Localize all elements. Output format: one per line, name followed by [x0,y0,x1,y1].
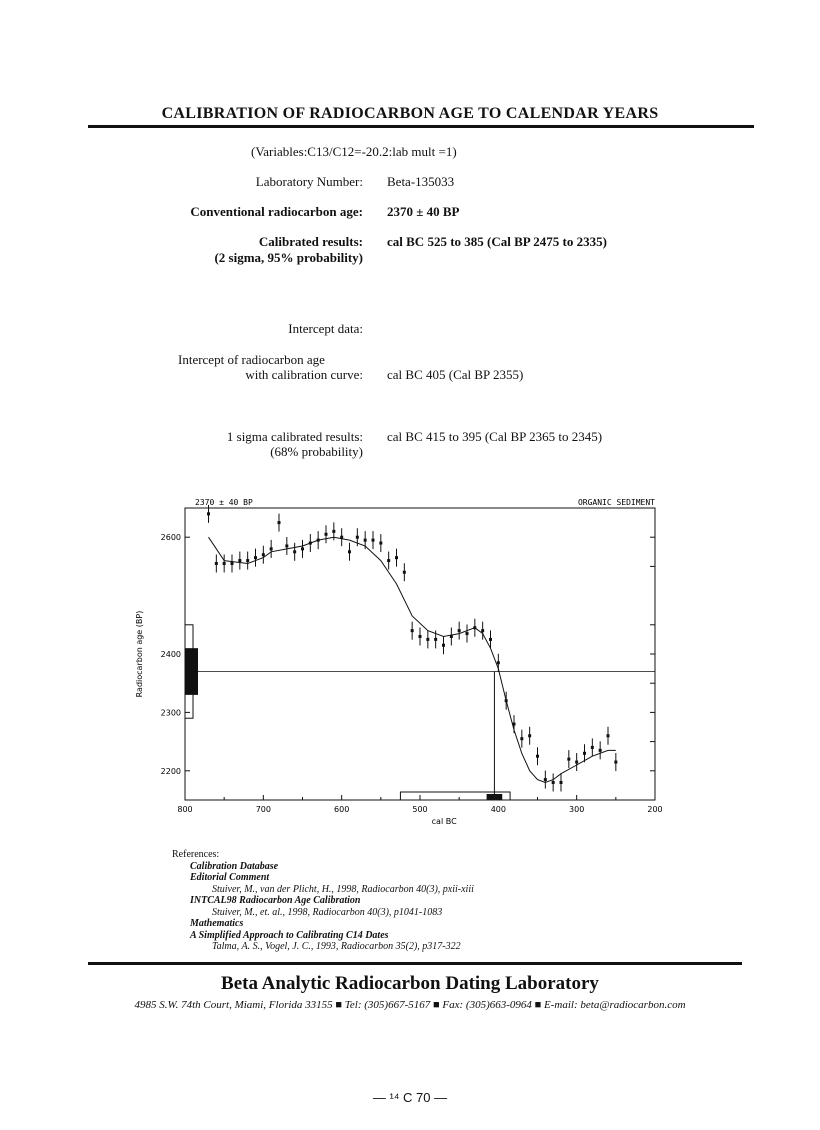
x-tick-label: 500 [412,805,428,814]
intercept-of-label-1: Intercept of radiocarbon age [178,352,325,367]
measurement-point [614,761,617,764]
page-title: CALIBRATION OF RADIOCARBON AGE TO CALENDAR YEARS [161,105,659,122]
measurement-point [513,723,516,726]
measurement-point [419,635,422,638]
variables-text: (Variables:C13/C12=-20.2:lab mult =1) [251,144,457,159]
conv-age-value: 2370 ± 40 BP [387,204,460,219]
measurement-point [309,542,312,545]
measurement-point [238,559,241,562]
measurement-point [356,536,359,539]
footer-rule [88,962,742,965]
measurement-point [544,778,547,781]
measurement-point [489,638,492,641]
measurement-point [403,571,406,574]
calibrated-sub: (2 sigma, 95% probability) [214,250,363,265]
measurement-point [450,635,453,638]
calibration-chart-svg [130,492,670,832]
x-tick-label: 600 [334,805,350,814]
measurement-point [473,626,476,629]
measurement-point [215,562,218,565]
measurement-point [278,521,281,524]
measurement-point [395,556,398,559]
lab-number-value: Beta-135033 [387,174,455,189]
header-rule [88,125,754,128]
measurement-point [426,638,429,641]
measurement-point [528,734,531,737]
measurement-point [340,536,343,539]
reference-line: Talma, A. S., Vogel, J. C., 1993, Radiocarbon 35(2), p317-322 [212,941,461,952]
lab-name: Beta Analytic Radiocarbon Dating Laboratory [221,973,599,994]
y-tick-label: 2400 [160,650,181,659]
measurement-point [434,638,437,641]
x-tick-label: 200 [647,805,663,814]
measurement-point [567,758,570,761]
one-sigma-sub: (68% probability) [270,444,363,459]
measurement-point [246,559,249,562]
calibrated-value: cal BC 525 to 385 (Cal BP 2475 to 2335) [387,234,607,249]
measurement-point [254,556,257,559]
measurement-point [372,539,375,542]
references [172,849,474,953]
measurement-point [387,559,390,562]
measurement-point [520,737,523,740]
calibration-curve [209,537,616,782]
measurement-point [332,530,335,533]
y-axis-label: Radiocarbon age (BP) [135,610,144,698]
one-sigma-label: 1 sigma calibrated results: [226,429,363,444]
measurement-point [583,752,586,755]
measurement-point [285,544,288,547]
references-heading: References: [172,849,220,860]
references-list [172,861,474,953]
measurement-point [442,644,445,647]
measurement-point [536,755,539,758]
x-axis-label: cal BC [431,817,457,826]
reference-line: A Simplified Approach to Calibrating C14 Dates [190,929,389,941]
measurement-point [552,781,555,784]
reference-line: Editorial Comment [190,872,270,883]
reference-line: Stuiver, M., van der Plicht, H., 1998, Radiocarbon 40(3), pxii-xiii [212,883,474,895]
measurement-point [560,781,563,784]
calibrated-label: Calibrated results: [258,234,363,249]
measurement-point [301,547,304,550]
cal-1sigma-range [487,794,503,800]
measurement-point [599,749,602,752]
chart-corner-right: ORGANIC SEDIMENT [577,498,655,507]
y-tick-label: 2200 [160,766,181,776]
measurement-point [270,547,273,550]
intercept-label: Intercept data: [288,321,363,336]
x-tick-label: 400 [490,805,506,814]
measurement-point [458,629,461,632]
measurement-point [207,512,210,515]
intercept-of-label-2: with calibration curve: [245,367,363,382]
measurement-point [607,734,610,737]
conv-age-label: Conventional radiocarbon age: [190,204,363,219]
reference-line: Stuiver, M., et. al., 1998, Radiocarbon 40(3), p1041-1083 [212,906,443,918]
y-tick-label: 2600 [160,533,181,543]
measurement-point [497,661,500,664]
reference-line: INTCAL98 Radiocarbon Age Calibration [190,895,361,906]
measurement-point [591,746,594,749]
measurement-point [481,629,484,632]
measurement-point [575,761,578,764]
x-tick-label: 700 [255,805,271,814]
calibration-chart [130,492,670,832]
measurement-point [505,699,508,702]
lab-number-label: Laboratory Number: [255,174,363,189]
measurement-point [262,553,265,556]
x-tick-label: 800 [177,805,193,814]
x-tick-label: 300 [569,805,585,814]
intercept-value: cal BC 405 (Cal BP 2355) [387,367,524,382]
lab-address: 4985 S.W. 74th Court, Miami, Florida 33155 ■ Tel: (305)667-5167 ■ Fax: (305)663-0964 ■ E-mail: beta@radiocarbon.com [134,999,686,1011]
one-sigma-value: cal BC 415 to 395 (Cal BP 2365 to 2345) [387,429,603,444]
measurement-point [379,542,382,545]
reference-line: Mathematics [190,918,244,929]
measurement-point [231,562,234,565]
measurement-point [466,632,469,635]
measurement-point [325,533,328,536]
chart-corner-left: 2370 ± 40 BP [195,498,253,507]
reference-line: Calibration Database [190,860,279,872]
measurement-point [411,629,414,632]
y-tick-label: 2300 [160,708,181,718]
measurement-point [223,562,226,565]
measurement-point [364,539,367,542]
measurement-point [293,550,296,553]
measurement-point [317,539,320,542]
measurement-point [348,550,351,553]
page-number: — ¹⁴ C 70 — [372,1090,448,1105]
